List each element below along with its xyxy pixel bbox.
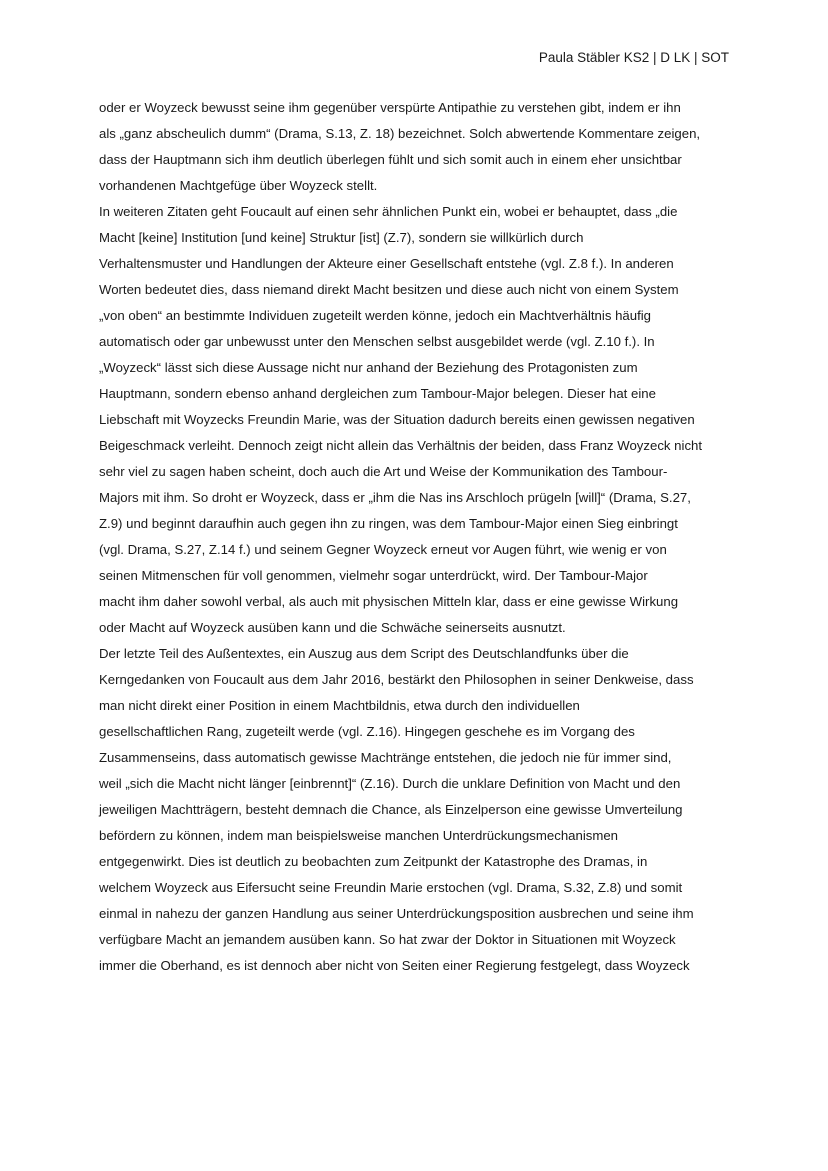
text-line: welchem Woyzeck aus Eifersucht seine Freundin Marie erstochen (vgl. Drama, S.32, Z.8) und somit	[99, 880, 683, 895]
text-line: einmal in nahezu der ganzen Handlung aus seiner Unterdrückungsposition ausbrechen und seine ihm	[99, 906, 694, 921]
text-line: vorhandenen Machtgefüge über Woyzeck stellt.	[99, 178, 378, 193]
text-line: Liebschaft mit Woyzecks Freundin Marie, was der Situation dadurch bereits einen gewissen negativen	[99, 412, 695, 427]
text-line: gesellschaftlichen Rang, zugeteilt werde (vgl. Z.16). Hingegen geschehe es im Vorgang des	[99, 724, 635, 739]
text-line: immer die Oberhand, es ist dennoch aber nicht von Seiten einer Regierung festgelegt, dass Woyzeck	[99, 958, 690, 973]
text-line: dass der Hauptmann sich ihm deutlich überlegen fühlt und sich somit auch in einem eher unsichtbar	[99, 152, 682, 167]
page-header: Paula Stäbler KS2 | D LK | SOT	[538, 50, 729, 65]
text-line: Hauptmann, sondern ebenso anhand dergleichen zum Tambour-Major belegen. Dieser hat eine	[99, 386, 656, 401]
text-line: oder er Woyzeck bewusst seine ihm gegenüber verspürte Antipathie zu verstehen gibt, indem er ihn	[99, 100, 681, 115]
text-line: Worten bedeutet dies, dass niemand direkt Macht besitzen und diese auch nicht von einem System	[99, 282, 679, 297]
text-line: Der letzte Teil des Außentextes, ein Auszug aus dem Script des Deutschlandfunks über die	[99, 646, 629, 661]
text-line: Verhaltensmuster und Handlungen der Akteure einer Gesellschaft entstehe (vgl. Z.8 f.). In anderen	[99, 256, 674, 271]
text-line: automatisch oder gar unbewusst unter den Menschen selbst ausgebildet werde (vgl. Z.10 f.). In	[99, 334, 655, 349]
body-text	[99, 95, 739, 979]
text-line: verfügbare Macht an jemandem ausüben kann. So hat zwar der Doktor in Situationen mit Woyzeck	[99, 932, 676, 947]
text-line: „von oben“ an bestimmte Individuen zugeteilt werden könne, jedoch ein Machtverhältnis häufig	[99, 308, 652, 323]
text-line: oder Macht auf Woyzeck ausüben kann und die Schwäche seinerseits ausnutzt.	[99, 620, 566, 635]
text-line: (vgl. Drama, S.27, Z.14 f.) und seinem Gegner Woyzeck erneut vor Augen führt, wie wenig er von	[99, 542, 667, 557]
text-line: jeweiligen Machtträgern, besteht demnach die Chance, als Einzelperson eine gewisse Umverteilung	[99, 802, 683, 817]
text-line: seinen Mitmenschen für voll genommen, vielmehr sogar unterdrückt, wird. Der Tambour-Major	[99, 568, 648, 583]
text-line: man nicht direkt einer Position in einem Machtbildnis, etwa durch den individuellen	[99, 698, 580, 713]
text-line: Z.9) und beginnt daraufhin auch gegen ihn zu ringen, was dem Tambour-Major einen Sieg einbringt	[99, 516, 678, 531]
text-line: als „ganz abscheulich dumm“ (Drama, S.13, Z. 18) bezeichnet. Solch abwertende Kommentare zeigen,	[99, 126, 701, 141]
text-line: Macht [keine] Institution [und keine] Struktur [ist] (Z.7), sondern sie willkürlich durch	[99, 230, 584, 245]
text-line: Kerngedanken von Foucault aus dem Jahr 2016, bestärkt den Philosophen in seiner Denkweise, dass	[99, 672, 694, 687]
text-line: entgegenwirkt. Dies ist deutlich zu beobachten zum Zeitpunkt der Katastrophe des Dramas, in	[99, 854, 648, 869]
text-line: sehr viel zu sagen haben scheint, doch auch die Art und Weise der Kommunikation des Tambour-	[99, 464, 668, 479]
text-line: weil „sich die Macht nicht länger [einbrennt]“ (Z.16). Durch die unklare Definition von Macht und den	[99, 776, 681, 791]
text-line: Majors mit ihm. So droht er Woyzeck, dass er „ihm die Nas ins Arschloch prügeln [will]“ (Drama, S.27,	[99, 490, 691, 505]
text-line: „Woyzeck“ lässt sich diese Aussage nicht nur anhand der Beziehung des Protagonisten zum	[99, 360, 638, 375]
text-line: macht ihm daher sowohl verbal, als auch mit physischen Mitteln klar, dass er eine gewisse Wirkung	[99, 594, 679, 609]
text-line: Beigeschmack verleiht. Dennoch zeigt nicht allein das Verhältnis der beiden, dass Franz Woyzeck nicht	[99, 438, 703, 453]
text-line: In weiteren Zitaten geht Foucault auf einen sehr ähnlichen Punkt ein, wobei er behauptet, dass „die	[99, 204, 678, 219]
text-line: Zusammenseins, dass automatisch gewisse Machtränge entstehen, die jedoch nie für immer sind,	[99, 750, 672, 765]
text-line: befördern zu können, indem man beispielsweise manchen Unterdrückungsmechanismen	[99, 828, 618, 843]
